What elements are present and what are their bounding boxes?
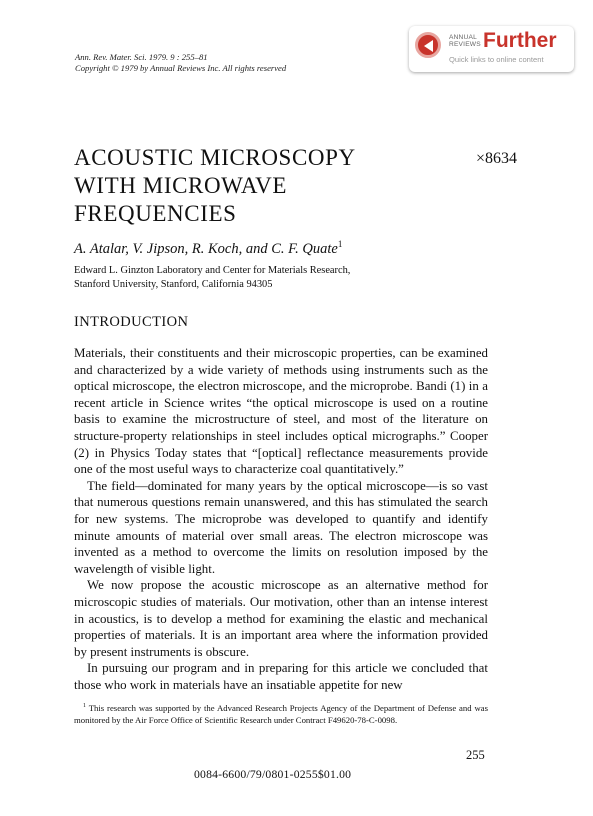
citation-line-1: Ann. Rev. Mater. Sci. 1979. 9 : 255–81 [75, 52, 208, 62]
affiliation [74, 264, 350, 292]
further-subtitle: Quick links to online content [449, 55, 544, 64]
footnote [74, 700, 488, 727]
paragraph: We now propose the acoustic microscope as an alternative method for microscopic studies of materials. Our motivation, other than an intense interest in acoustics, is to develop a method for examining the elastic and mechanical properties of materials. It is an important area where the information provided by present instruments is obscure. [74, 578, 488, 659]
paragraph: In pursuing our program and in preparing for this article we concluded that those who work in materials have an insatiable appetite for new [74, 661, 488, 692]
affiliation-line-2: Stanford University, Stanford, California 94305 [74, 279, 273, 290]
authors [74, 239, 342, 258]
article-fee-code: 0084-6600/79/0801-0255$01.00 [194, 768, 352, 781]
footnote-text: This research was supported by the Advanced Research Projects Agency of the Department of Defense and was monitored by the Air Force Office of Scientific Research under Contract F49620-78-C-0098. [74, 702, 488, 726]
title-line-3: FREQUENCIES [74, 201, 237, 226]
paragraph: Materials, their constituents and their microscopic properties, can be examined and characterized by a wide variety of methods using instruments such as the optical microscope, the electron microscope, and the microprobe. Bandi (1) in a recent article in Science writes “the optical microscope is used on a routine basis to examine the microstructure of steel, and most of the literature on structure-property relationships in steel includes optical micrographs.” Cooper (2) in Physics Today states that “[optical] reflectance measurements provide one of the most useful ways to characterize coal quantitatively.” [74, 346, 488, 477]
title-line-1: ACOUSTIC MICROSCOPY [74, 145, 356, 170]
citation-line-2: Copyright © 1979 by Annual Reviews Inc. All rights reserved [75, 63, 287, 73]
authors-footnote-mark: 1 [337, 239, 343, 249]
page-number: 255 [466, 748, 485, 762]
section-heading: INTRODUCTION [74, 314, 189, 330]
paragraph: The field—dominated for many years by the optical microscope—is so vast that numerous questions remain unanswered, and this has stimulated the search for new systems. The microprobe was developed to quantify and identify minute amounts of material over small areas. The electron microscope was invented as a method to overcome the limits on resolution imposed by the wavelength of visible light. [74, 478, 488, 576]
further-badge[interactable] [409, 26, 574, 72]
further-word: Further [483, 29, 557, 52]
article-title [74, 144, 404, 228]
article-code: ×8634 [476, 150, 518, 167]
play-arrow-icon [415, 32, 441, 58]
article-body [74, 345, 488, 693]
affiliation-line-1: Edward L. Ginzton Laboratory and Center for Materials Research, [74, 265, 351, 276]
author-names: A. Atalar, V. Jipson, R. Koch, and C. F. Quate [74, 240, 338, 257]
title-line-2: WITH MICROWAVE [74, 173, 288, 198]
footnote-mark: 1 [83, 703, 86, 709]
annual-reviews-logo: ANNUAL REVIEWS [449, 34, 481, 48]
journal-citation [75, 52, 286, 74]
